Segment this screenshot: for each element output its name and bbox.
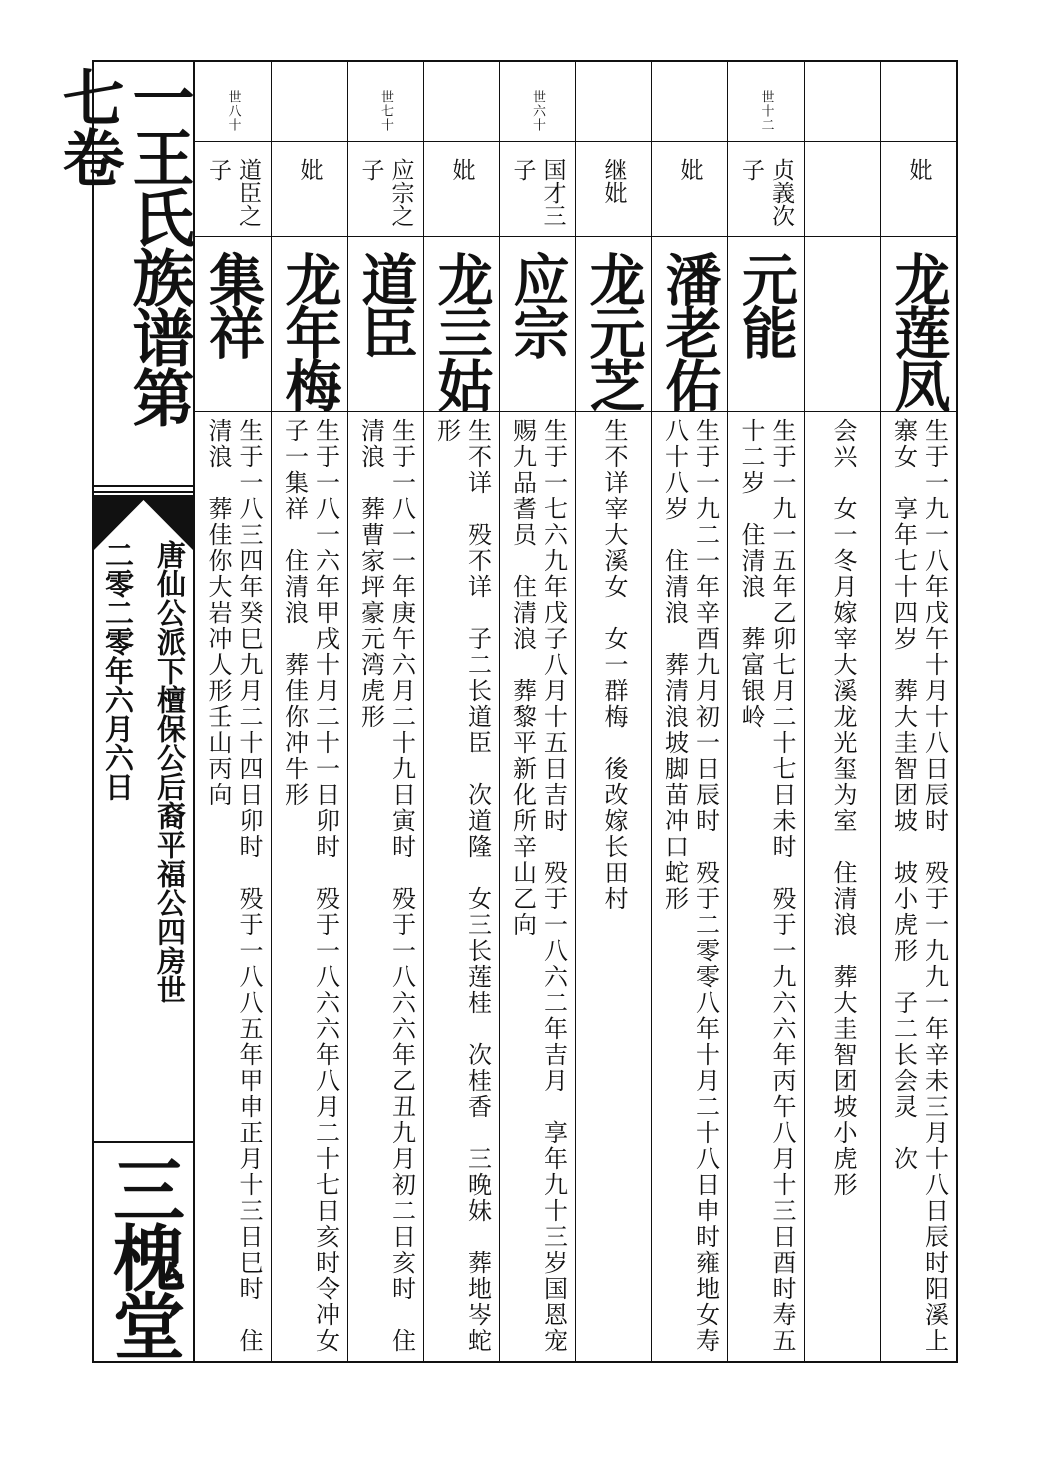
generation-label-cell [500,62,575,142]
relation-label: 妣 [448,158,475,181]
generation-label: 世七十 [378,90,393,132]
relation-label-cell [424,142,499,237]
biography-text-cell [728,412,804,1361]
entry-column [348,62,424,1361]
relation-label: 妣 [905,158,932,181]
biography-text-cell [500,412,575,1361]
person-name: 龙元芝 [580,251,647,410]
person-name-cell [348,237,423,412]
biography-text: 生于一八一一年庚午六月二十九日寅时 殁于一八六六年乙丑九月初二日亥时 住清浪 葬曹家坪豪元湾虎形 [356,418,416,1354]
hall-box [94,1141,193,1363]
generation-label: 世六十 [530,90,545,132]
person-name-cell [576,237,651,412]
person-name: 道臣 [352,251,419,357]
biography-text: 会兴 女一冬月嫁宰大溪龙光玺为室 住清浪 葬大圭智团坡小虎形 [829,418,857,1198]
biography-text: 生于一九一五年乙卯七月二十七日未时 殁于一九六六年丙午八月十三日酉时寿五十二岁 住清浪 葬富银岭 [737,418,796,1354]
person-name: 龙亖姑 [428,251,495,410]
relation-label-cell [195,142,271,237]
biography-text-cell [195,412,271,1361]
date-line: 二零二零年六月六日 [101,540,135,801]
person-name: 应宗 [504,251,571,357]
person-name-cell [195,237,271,412]
entry-column [805,62,881,1361]
biography-text-cell [805,412,880,1361]
relation-label: 道臣之子 [205,158,261,227]
relation-label-cell [272,142,347,237]
relation-label: 妣 [296,158,323,181]
biography-text-cell [424,412,499,1361]
biography-text: 生不详 殁不详 子二长道臣 次道隆 女三长莲桂 次桂香 三晚妹 葬地岑蛇形 [432,418,492,1354]
relation-label-cell [500,142,575,237]
generation-label-cell [576,62,651,142]
relation-label-cell [881,142,956,237]
biography-text-cell [348,412,423,1361]
hall-name: 三槐堂 [101,1153,186,1357]
person-name-cell [424,237,499,412]
entry-column [272,62,348,1380]
person-name: 龙年梅 [276,251,343,410]
person-name-cell [728,237,804,412]
person-name: 元能 [733,251,799,357]
biography-text: 生于一八三四年癸巳九月二十四日卯时 殁于一八八五年甲申正月十三日巳时 住清浪 葬佳你大岩冲人形壬山丙向 [204,418,263,1354]
person-name-cell [272,237,347,412]
entry-column [728,62,805,1361]
relation-label-cell [805,142,880,237]
biography-text: 生于一七六九年戊子八月十五日吉时 殁于一八六二年吉月 享年九十三岁国恩宠赐九品耆员 住清浪 葬黎平新化所辛山乙向 [508,418,568,1354]
biography-text-cell [272,412,347,1380]
columns [195,62,956,1380]
relation-label: 贞義次子 [738,158,794,227]
spine [52,62,195,1361]
book-title: 一王氏族谱第七卷 [52,66,195,426]
generation-label-cell [881,62,956,142]
generation-label-cell [728,62,804,142]
person-name-cell [652,237,727,412]
person-name-cell [881,237,956,412]
generation-label: 世八十 [225,90,241,132]
relation-label: 国才三子 [509,158,566,227]
relation-label-cell [576,142,651,237]
relation-label-cell [348,142,423,237]
entry-column [195,62,272,1361]
person-name: 龙莲凤 [885,251,952,410]
generation-label-cell [805,62,880,142]
biography-text-cell [881,412,956,1361]
relation-label: 应宗之子 [357,158,414,227]
branch-line: 唐仙公派下檀保公后裔平福公四房世 [153,540,187,1004]
entry-column [500,62,576,1361]
biography-text: 生于一八一六年甲戌十月二十一日卯时 殁于一八六六年八月二十七日亥时令冲女 子一集祥 住清浪 葬佳你冲牛形 [280,418,340,1380]
person-name: 潘老佑 [656,251,723,410]
person-name-cell [805,237,880,412]
generation-label-cell [348,62,423,142]
biography-text: 生不详宰大溪女 女一群梅 後改嫁长田村 [600,418,628,912]
genealogy-page [52,60,958,1380]
divider [94,485,193,493]
entry-column [652,62,728,1361]
biography-text-cell [652,412,727,1361]
biography-text-cell [576,412,651,1361]
biography-text: 生于一九二一年辛酉九月初一日辰时 殁于二零零八年十月二十八日申时雍地女寿八十八岁 住清浪 葬清浪坡脚苗冲口蛇形 [660,418,720,1354]
generation-label-cell [424,62,499,142]
relation-label-cell [652,142,727,237]
entry-column [576,62,652,1361]
generation-label: 世十二 [758,90,774,132]
generation-label-cell [195,62,271,142]
person-name: 集祥 [200,251,266,357]
biography-text: 生于一九一八年戊午十月十八日辰时 殁于一九九一年辛未三月十八日辰时阳溪上寨女 享年七十四岁 葬大圭智团坡 坡小虎形 子二长会灵 次 [889,418,949,1354]
relation-label: 妣 [676,158,703,181]
person-name-cell [500,237,575,412]
entry-column [424,62,500,1361]
generation-label-cell [272,62,347,142]
relation-label-cell [728,142,804,237]
generation-label-cell [652,62,727,142]
relation-label: 继妣 [600,158,627,204]
entry-column [881,62,956,1361]
